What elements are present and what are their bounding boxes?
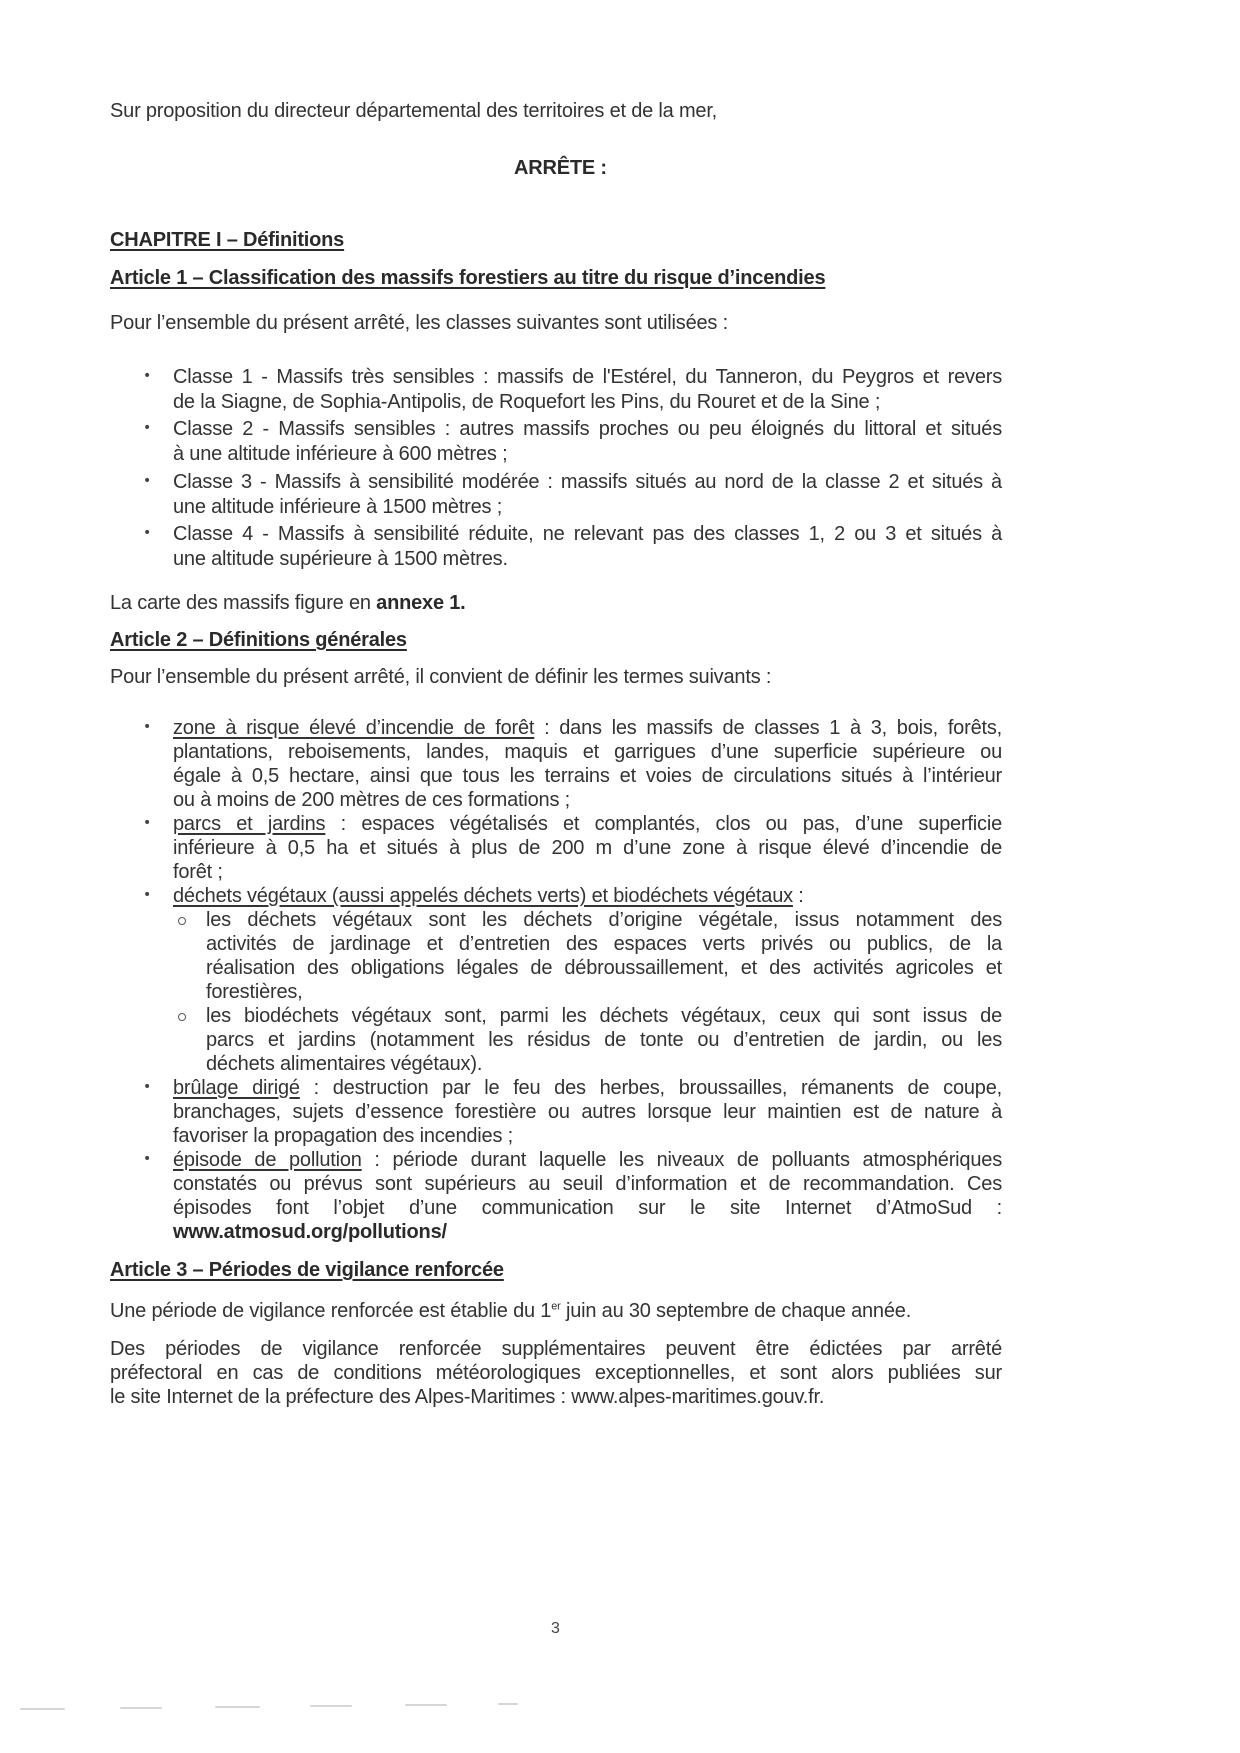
scan-artifact [20,1708,65,1710]
scan-artifact [120,1707,162,1709]
scan-artifact [215,1706,260,1708]
class-3-line2: une altitude inférieure à 1500 mètres ; [173,496,503,518]
annex-reference: annexe 1. [376,592,466,614]
sub-biodechets-line1: les biodéchets végétaux sont, parmi les déchets végétaux, ceux qui sont issus de [206,1005,1002,1027]
article3-para2-line1: Des périodes de vigilance renforcée supplémentaires peuvent être édictées par arrêté [110,1338,1002,1360]
article3-para2-line3: le site Internet de la préfecture des Alpes-Maritimes : www.alpes-maritimes.gouv.fr. [110,1386,825,1408]
def-brulage-text: : destruction par le feu des herbes, broussailles, rémanents de coupe, [299,1077,1002,1099]
article2-intro: Pour l’ensemble du présent arrêté, il convient de définir les termes suivants : [110,666,772,688]
def-dechets-colon: : [792,885,804,907]
sub-dechets-line1: les déchets végétaux sont les déchets d’origine végétale, issus notamment des [206,909,1002,931]
def-brulage-line2: branchages, sujets d’essence forestière ou autres lorsque leur maintien est de nature à [173,1101,1002,1123]
def-parcs-line1 [173,811,1002,837]
bullet-icon: • [143,1079,152,1095]
bullet-icon: • [143,719,152,735]
def-parcs-text: : espaces végétalisés et complantés, clos ou pas, d’une superficie [325,813,1002,835]
article3-title: Article 3 – Périodes de vigilance renforcée [110,1259,504,1281]
class-1-line2: de la Siagne, de Sophia-Antipolis, de Roquefort les Pins, du Rouret et de la Sine ; [173,391,881,413]
def-pollution-text: : période durant laquelle les niveaux de polluants atmosphériques [361,1149,1002,1171]
intro-text: Sur proposition du directeur départemental des territoires et de la mer, [110,100,718,122]
article3-para1-start: Une période de vigilance renforcée est établie du 1 [110,1300,552,1322]
circle-bullet-icon [178,917,186,925]
map-note-text: La carte des massifs figure en [110,592,377,614]
term-zone: zone à risque élevé d’incendie de forêt [173,717,535,739]
bullet-icon: • [143,525,152,541]
article3-para2-line2: préfectoral en cas de conditions météorologiques exceptionnelles, et sont alors publiées sur [110,1362,1002,1384]
bullet-icon: • [143,1151,152,1167]
map-note [110,590,466,616]
bullet-icon: • [143,887,152,903]
def-dechets-line1 [173,883,804,909]
bullet-icon: • [143,815,152,831]
def-zone-line3: égale à 0,5 hectare, ainsi que tous les terrains et voies de circulations situés à l’intérieur [173,765,1002,787]
def-zone-line1 [173,715,1002,741]
class-2-line1: Classe 2 - Massifs sensibles : autres massifs proches ou peu éloignés du littoral et situés [173,418,1002,440]
ordinal-superscript: er [551,1300,561,1313]
def-zone-text: : dans les massifs de classes 1 à 3, bois, forêts, [534,717,1003,739]
term-pollution: épisode de pollution [173,1149,362,1171]
atmosud-link[interactable]: www.atmosud.org/pollutions/ [173,1221,447,1243]
def-parcs-line2: inférieure à 0,5 ha et situés à plus de 200 m d’une zone à risque élevé d’incendie de [173,837,1002,859]
def-brulage-line3: favoriser la propagation des incendies ; [173,1125,513,1147]
chapter-title: CHAPITRE I – Définitions [110,229,345,251]
sub-dechets-line4: forestières, [206,981,303,1003]
page-number: 3 [551,1620,560,1637]
class-4-line2: une altitude supérieure à 1500 mètres. [173,548,508,570]
article3-para1-end: juin au 30 septembre de chaque année. [560,1300,912,1322]
circle-bullet-icon [178,1013,186,1021]
article2-title: Article 2 – Définitions générales [110,629,407,651]
scan-artifact [498,1703,518,1705]
article3-para1 [110,1298,911,1324]
def-zone-line2: plantations, reboisements, landes, maquis et garrigues d’une superficie supérieure ou [173,741,1002,763]
term-parcs: parcs et jardins [173,813,326,835]
article1-title: Article 1 – Classification des massifs forestiers au titre du risque d’incendies [110,267,826,289]
sub-biodechets-line2: parcs et jardins (notamment les résidus de tonte ou d’entretien de jardin, ou les [206,1029,1002,1051]
bullet-icon: • [143,368,152,384]
bullet-icon: • [143,473,152,489]
term-brulage: brûlage dirigé [173,1077,300,1099]
class-4-line1: Classe 4 - Massifs à sensibilité réduite, ne relevant pas des classes 1, 2 ou 3 et situés à [173,523,1002,545]
def-brulage-line1 [173,1075,1002,1101]
sub-dechets-line2: activités de jardinage et d’entretien des espaces verts privés ou publics, de la [206,933,1002,955]
class-3-line1: Classe 3 - Massifs à sensibilité modérée : massifs situés au nord de la classe 2 et situés à [173,471,1002,493]
def-pollution-line1 [173,1147,1002,1173]
class-2-line2: à une altitude inférieure à 600 mètres ; [173,443,508,465]
scan-artifact [310,1705,352,1707]
def-parcs-line3: forêt ; [173,861,223,883]
def-pollution-line2: constatés ou prévus sont supérieurs au seuil d’information et de recommandation. Ces [173,1173,1002,1195]
decree-heading: ARRÊTE : [514,157,607,179]
sub-biodechets-line3: déchets alimentaires végétaux). [206,1053,483,1075]
sub-dechets-line3: réalisation des obligations légales de débroussaillement, et des activités agricoles et [206,957,1002,979]
term-dechets: déchets végétaux (aussi appelés déchets verts) et biodéchets végétaux [173,885,793,907]
article1-intro: Pour l’ensemble du présent arrêté, les classes suivantes sont utilisées : [110,312,728,334]
scan-artifact [405,1704,447,1706]
def-zone-line4: ou à moins de 200 mètres de ces formations ; [173,789,570,811]
def-pollution-line3: épisodes font l’objet d’une communication sur le site Internet d’AtmoSud : [173,1197,1002,1219]
bullet-icon: • [143,420,152,436]
class-1-line1: Classe 1 - Massifs très sensibles : massifs de l'Estérel, du Tanneron, du Peygros et revers [173,366,1002,388]
